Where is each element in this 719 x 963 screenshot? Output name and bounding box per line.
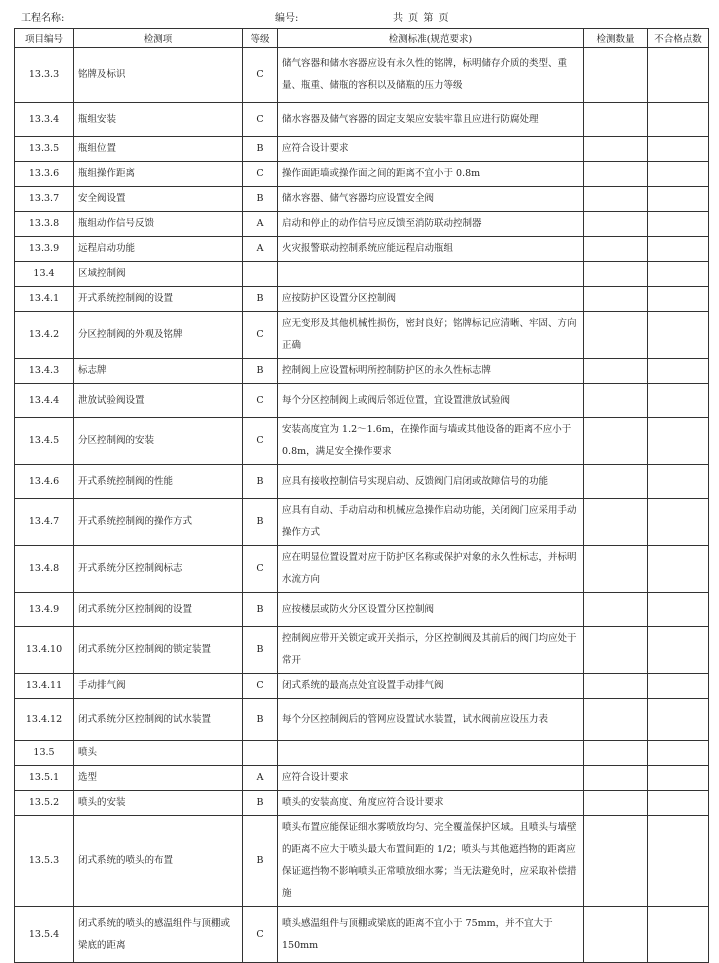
row-quantity	[584, 674, 648, 699]
row-grade: B	[243, 699, 278, 741]
row-quantity	[584, 593, 648, 627]
row-fail-count	[648, 237, 709, 262]
row-standard: 闭式系统的最高点处宜设置手动排气阀	[278, 674, 584, 699]
table-row	[15, 907, 709, 963]
row-id: 13.3.3	[15, 48, 74, 103]
row-id: 13.4.11	[15, 674, 74, 699]
row-grade: C	[243, 907, 278, 963]
row-item: 选型	[74, 766, 243, 791]
row-standard: 控制阀应带开关锁定或开关指示，分区控制阀及其前后的阀门均应处于常开	[278, 627, 584, 674]
table-row	[15, 741, 709, 766]
row-quantity	[584, 907, 648, 963]
row-standard: 储水容器、储气容器均应设置安全阀	[278, 187, 584, 212]
row-fail-count	[648, 287, 709, 312]
row-grade: B	[243, 137, 278, 162]
table-row	[15, 137, 709, 162]
row-standard: 应具有接收控制信号实现启动、反馈阀门启闭或故障信号的功能	[278, 465, 584, 499]
row-item: 远程启动功能	[74, 237, 243, 262]
row-fail-count	[648, 384, 709, 418]
table-row	[15, 627, 709, 674]
row-standard: 应符合设计要求	[278, 137, 584, 162]
table-row	[15, 791, 709, 816]
row-fail-count	[648, 741, 709, 766]
row-id: 13.4.10	[15, 627, 74, 674]
row-item: 瓶组安装	[74, 103, 243, 137]
col-header-quantity: 检测数量	[584, 29, 648, 48]
row-id: 13.4.2	[15, 312, 74, 359]
table-row	[15, 699, 709, 741]
row-standard: 应具有自动、手动启动和机械应急操作启动功能，关闭阀门应采用手动操作方式	[278, 499, 584, 546]
row-id: 13.5.3	[15, 816, 74, 907]
row-id: 13.4.8	[15, 546, 74, 593]
row-grade: C	[243, 384, 278, 418]
row-standard: 应按楼层或防火分区设置分区控制阀	[278, 593, 584, 627]
row-grade: C	[243, 418, 278, 465]
table-row	[15, 816, 709, 907]
row-standard	[278, 741, 584, 766]
row-id: 13.4.1	[15, 287, 74, 312]
number-label: 编号:	[275, 13, 299, 24]
row-id: 13.3.4	[15, 103, 74, 137]
row-standard: 每个分区控制阀上或阀后邻近位置，宜设置泄放试验阀	[278, 384, 584, 418]
row-item: 分区控制阀的外观及铭牌	[74, 312, 243, 359]
row-grade: C	[243, 546, 278, 593]
row-standard: 控制阀上应设置标明所控制防护区的永久性标志牌	[278, 359, 584, 384]
row-item: 瓶组操作距离	[74, 162, 243, 187]
row-id: 13.4.4	[15, 384, 74, 418]
row-item: 开式系统控制阀的操作方式	[74, 499, 243, 546]
row-grade: C	[243, 103, 278, 137]
row-grade: B	[243, 499, 278, 546]
row-grade	[243, 741, 278, 766]
row-id: 13.4.6	[15, 465, 74, 499]
row-quantity	[584, 287, 648, 312]
row-fail-count	[648, 187, 709, 212]
row-grade: A	[243, 237, 278, 262]
row-id: 13.5.4	[15, 907, 74, 963]
row-quantity	[584, 262, 648, 287]
row-fail-count	[648, 674, 709, 699]
row-item: 闭式系统的喷头的布置	[74, 816, 243, 907]
row-fail-count	[648, 312, 709, 359]
row-standard: 应在明显位置设置对应于防护区名称或保护对象的永久性标志，并标明水流方向	[278, 546, 584, 593]
table-row	[15, 287, 709, 312]
col-header-standard: 检测标准(规范要求)	[278, 29, 584, 48]
row-grade: B	[243, 791, 278, 816]
row-quantity	[584, 187, 648, 212]
row-item: 喷头的安装	[74, 791, 243, 816]
table-row	[15, 162, 709, 187]
row-standard: 操作面距墙或操作面之间的距离不宜小于 0.8m	[278, 162, 584, 187]
row-standard: 应符合设计要求	[278, 766, 584, 791]
row-id: 13.3.7	[15, 187, 74, 212]
row-fail-count	[648, 465, 709, 499]
row-standard: 应无变形及其他机械性损伤，密封良好；铭牌标记应清晰、牢固、方向正确	[278, 312, 584, 359]
table-row	[15, 593, 709, 627]
row-id: 13.5	[15, 741, 74, 766]
row-item: 标志牌	[74, 359, 243, 384]
row-standard: 喷头布置应能保证细水雾喷放均匀、完全覆盖保护区域。且喷头与墙壁的距离不应大于喷头最大布置间距的 1/2；喷头与其他遮挡物的距离应保证遮挡物不影响喷头正常喷放细水雾；当无法避免时，应采取补偿措施	[278, 816, 584, 907]
col-header-item: 检测项	[74, 29, 243, 48]
row-item: 开式系统控制阀的设置	[74, 287, 243, 312]
row-quantity	[584, 418, 648, 465]
row-fail-count	[648, 593, 709, 627]
row-standard: 安装高度宜为 1.2～1.6m，在操作面与墙或其他设备的距离不应小于 0.8m，满足安全操作要求	[278, 418, 584, 465]
row-grade: A	[243, 766, 278, 791]
table-row	[15, 766, 709, 791]
row-item: 喷头	[74, 741, 243, 766]
row-quantity	[584, 791, 648, 816]
page-count-label: 共 页 第 页	[393, 13, 450, 24]
row-id: 13.4	[15, 262, 74, 287]
project-name-label: 工程名称:	[21, 13, 65, 24]
row-grade: C	[243, 312, 278, 359]
row-standard: 喷头的安装高度、角度应符合设计要求	[278, 791, 584, 816]
col-header-grade: 等级	[243, 29, 278, 48]
table-row	[15, 499, 709, 546]
row-quantity	[584, 499, 648, 546]
row-item: 区域控制阀	[74, 262, 243, 287]
col-header-fail-count: 不合格点数	[648, 29, 709, 48]
row-id: 13.4.7	[15, 499, 74, 546]
row-fail-count	[648, 137, 709, 162]
row-id: 13.3.9	[15, 237, 74, 262]
row-quantity	[584, 359, 648, 384]
row-standard: 每个分区控制阀后的管网应设置试水装置，试水阀前应设压力表	[278, 699, 584, 741]
row-grade: B	[243, 287, 278, 312]
table-row	[15, 103, 709, 137]
row-id: 13.4.9	[15, 593, 74, 627]
row-fail-count	[648, 48, 709, 103]
row-quantity	[584, 103, 648, 137]
table-row	[15, 359, 709, 384]
table-row	[15, 465, 709, 499]
table-row	[15, 384, 709, 418]
row-grade: A	[243, 212, 278, 237]
row-quantity	[584, 312, 648, 359]
row-item: 分区控制阀的安装	[74, 418, 243, 465]
row-item: 安全阀设置	[74, 187, 243, 212]
row-item: 开式系统控制阀的性能	[74, 465, 243, 499]
row-standard: 应按防护区设置分区控制阀	[278, 287, 584, 312]
row-id: 13.3.5	[15, 137, 74, 162]
row-item: 泄放试验阀设置	[74, 384, 243, 418]
row-quantity	[584, 546, 648, 593]
row-fail-count	[648, 791, 709, 816]
row-id: 13.5.1	[15, 766, 74, 791]
row-item: 闭式系统分区控制阀的设置	[74, 593, 243, 627]
table-row	[15, 187, 709, 212]
row-fail-count	[648, 766, 709, 791]
row-fail-count	[648, 907, 709, 963]
row-id: 13.5.2	[15, 791, 74, 816]
row-fail-count	[648, 816, 709, 907]
table-row	[15, 418, 709, 465]
row-id: 13.4.12	[15, 699, 74, 741]
row-grade: C	[243, 674, 278, 699]
row-item: 手动排气阀	[74, 674, 243, 699]
row-standard: 火灾报警联动控制系统应能远程启动瓶组	[278, 237, 584, 262]
row-grade: B	[243, 359, 278, 384]
table-row	[15, 546, 709, 593]
row-fail-count	[648, 212, 709, 237]
row-grade: B	[243, 816, 278, 907]
row-standard: 启动和停止的动作信号应反馈至消防联动控制器	[278, 212, 584, 237]
row-fail-count	[648, 418, 709, 465]
row-quantity	[584, 741, 648, 766]
row-standard: 储水容器及储气容器的固定支架应安装牢靠且应进行防腐处理	[278, 103, 584, 137]
page-header	[0, 0, 719, 28]
row-quantity	[584, 137, 648, 162]
table-header-row	[15, 29, 709, 48]
row-quantity	[584, 816, 648, 907]
row-grade: C	[243, 162, 278, 187]
row-standard	[278, 262, 584, 287]
row-grade: B	[243, 627, 278, 674]
row-grade: B	[243, 593, 278, 627]
row-quantity	[584, 237, 648, 262]
row-quantity	[584, 766, 648, 791]
row-quantity	[584, 48, 648, 103]
row-quantity	[584, 627, 648, 674]
row-id: 13.3.6	[15, 162, 74, 187]
row-item: 闭式系统的喷头的感温组件与顶棚或梁底的距离	[74, 907, 243, 963]
table-row	[15, 262, 709, 287]
col-header-id: 项目编号	[15, 29, 74, 48]
row-standard: 喷头感温组件与顶棚或梁底的距离不宜小于 75mm，并不宜大于 150mm	[278, 907, 584, 963]
row-quantity	[584, 465, 648, 499]
row-quantity	[584, 384, 648, 418]
row-id: 13.4.3	[15, 359, 74, 384]
row-standard: 储气容器和储水容器应设有永久性的铭牌，标明储存介质的类型、重量、瓶重、储瓶的容积以及储瓶的压力等级	[278, 48, 584, 103]
row-fail-count	[648, 103, 709, 137]
row-fail-count	[648, 162, 709, 187]
row-item: 铭牌及标识	[74, 48, 243, 103]
row-fail-count	[648, 499, 709, 546]
table-body	[15, 48, 709, 963]
row-quantity	[584, 699, 648, 741]
row-item: 开式系统分区控制阀标志	[74, 546, 243, 593]
row-fail-count	[648, 699, 709, 741]
inspection-table	[14, 28, 709, 963]
row-fail-count	[648, 546, 709, 593]
row-item: 瓶组位置	[74, 137, 243, 162]
row-fail-count	[648, 359, 709, 384]
table-row	[15, 212, 709, 237]
row-quantity	[584, 212, 648, 237]
row-item: 瓶组动作信号反馈	[74, 212, 243, 237]
row-quantity	[584, 162, 648, 187]
row-item: 闭式系统分区控制阀的锁定装置	[74, 627, 243, 674]
table-row	[15, 237, 709, 262]
row-id: 13.4.5	[15, 418, 74, 465]
row-grade: B	[243, 187, 278, 212]
row-fail-count	[648, 262, 709, 287]
row-fail-count	[648, 627, 709, 674]
table-row	[15, 48, 709, 103]
row-id: 13.3.8	[15, 212, 74, 237]
row-item: 闭式系统分区控制阀的试水装置	[74, 699, 243, 741]
row-grade: B	[243, 465, 278, 499]
row-grade	[243, 262, 278, 287]
row-grade: C	[243, 48, 278, 103]
table-row	[15, 674, 709, 699]
table-row	[15, 312, 709, 359]
